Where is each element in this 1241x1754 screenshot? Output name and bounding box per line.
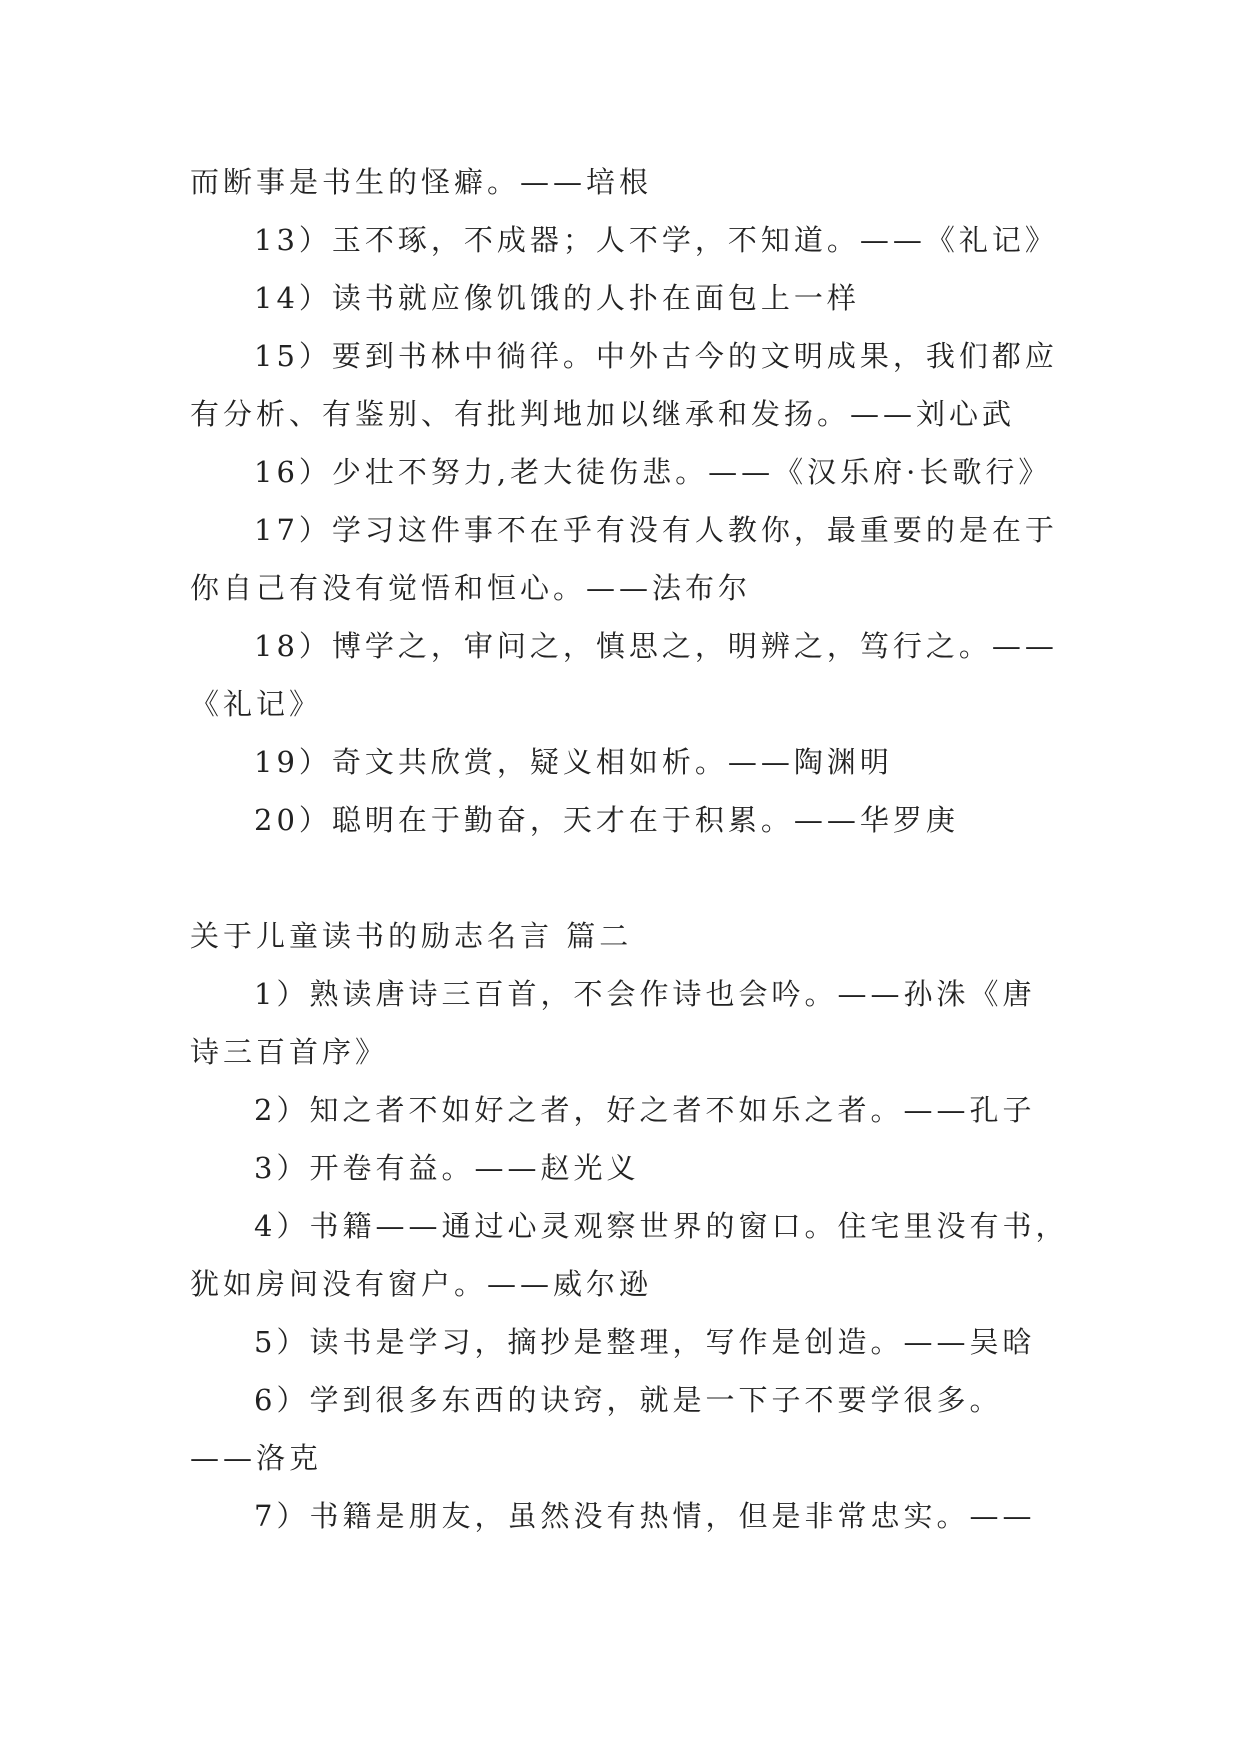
quote-15: 15）要到书林中徜徉。中外古今的文明成果，我们都应 <box>254 339 1058 373</box>
quote-13: 13）玉不琢，不成器；人不学，不知道。——《礼记》 <box>254 223 1058 257</box>
quote-14: 14）读书就应像饥饿的人扑在面包上一样 <box>254 281 860 315</box>
quote-6: 6）学到很多东西的诀窍，就是一下子不要学很多。 <box>254 1383 1003 1417</box>
quote-3: 3）开卷有益。——赵光义 <box>254 1151 640 1185</box>
section-heading: 关于儿童读书的励志名言 篇二 <box>190 919 633 953</box>
quote-17-continuation: 你自己有没有觉悟和恒心。——法布尔 <box>190 571 752 605</box>
quote-4: 4）书籍——通过心灵观察世界的窗口。住宅里没有书， <box>254 1209 1069 1243</box>
quote-17: 17）学习这件事不在乎有没有人教你，最重要的是在于 <box>254 513 1058 547</box>
quote-19: 19）奇文共欣赏，疑义相如析。——陶渊明 <box>254 745 893 779</box>
text-line-continuation: 而断事是书生的怪癖。——培根 <box>190 165 653 199</box>
quote-20: 20）聪明在于勤奋，天才在于积累。——华罗庚 <box>254 803 959 837</box>
quote-1: 1）熟读唐诗三百首，不会作诗也会吟。——孙洙《唐 <box>254 977 1036 1011</box>
quote-16: 16）少壮不努力,老大徒伤悲。——《汉乐府·长歌行》 <box>254 455 1052 489</box>
quote-5: 5）读书是学习，摘抄是整理，写作是创造。——吴晗 <box>254 1325 1036 1359</box>
quote-15-continuation: 有分析、有鉴别、有批判地加以继承和发扬。——刘心武 <box>190 397 1016 431</box>
quote-1-continuation: 诗三百首序》 <box>190 1035 389 1069</box>
quote-6-continuation: ——洛克 <box>190 1441 323 1475</box>
quote-18-continuation: 《礼记》 <box>190 687 323 721</box>
quote-18: 18）博学之，审问之，慎思之，明辨之，笃行之。—— <box>254 629 1058 663</box>
quote-2: 2）知之者不如好之者，好之者不如乐之者。——孔子 <box>254 1093 1036 1127</box>
quote-4-continuation: 犹如房间没有窗户。——威尔逊 <box>190 1267 653 1301</box>
quote-7: 7）书籍是朋友，虽然没有热情，但是非常忠实。—— <box>254 1499 1036 1533</box>
